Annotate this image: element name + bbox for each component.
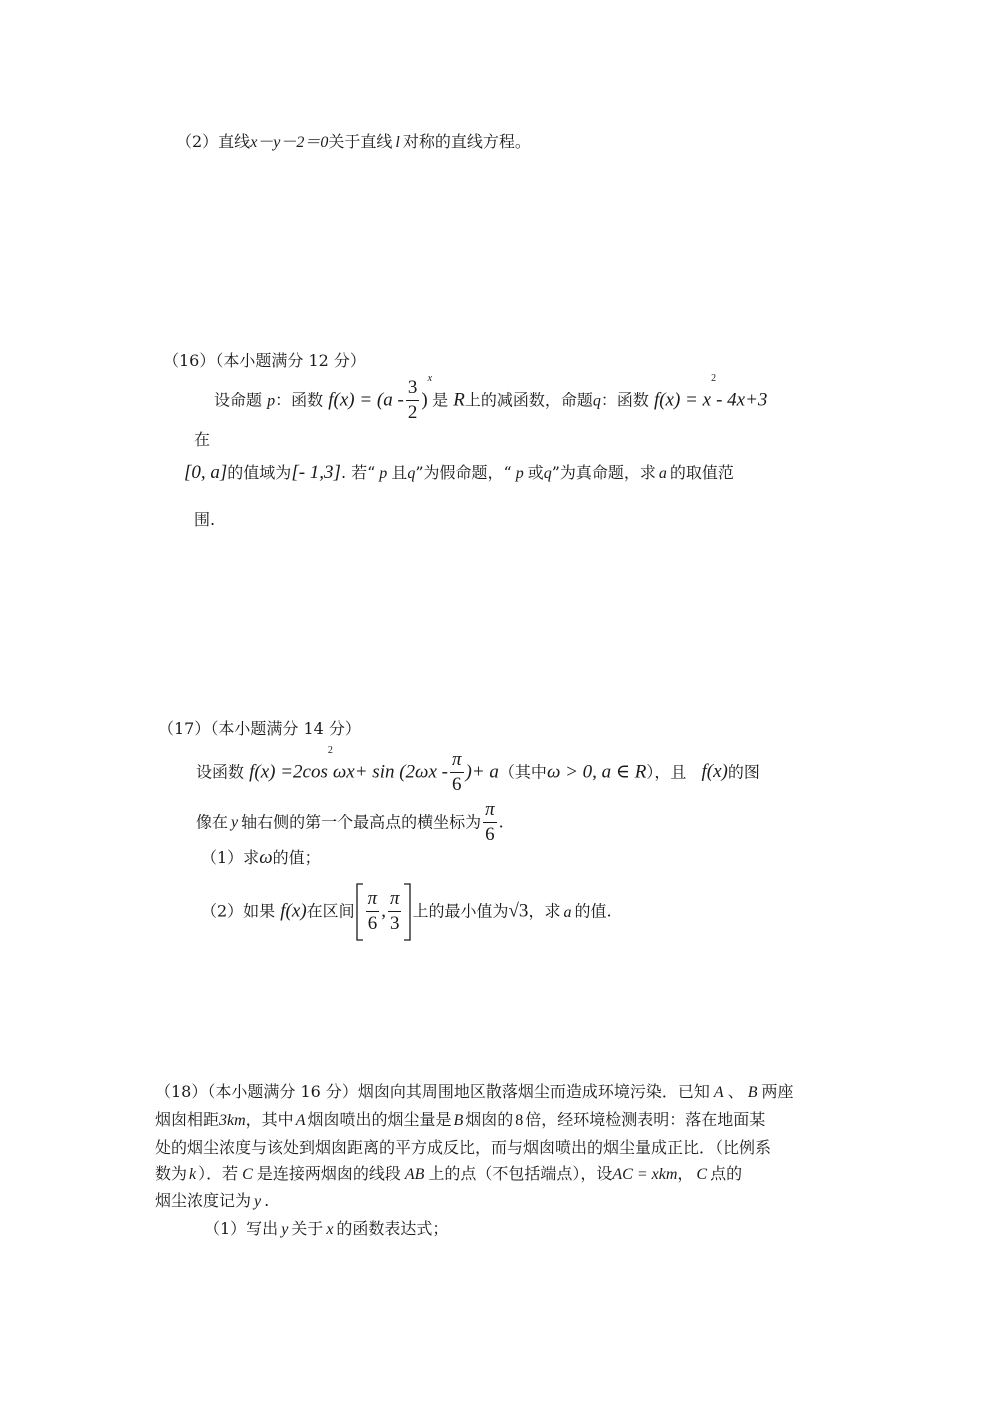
q16-func1-close: ) [421, 389, 428, 411]
q17-sub1-a: （1）求 [201, 848, 260, 867]
point-C: C [242, 1166, 253, 1183]
q17-line2 [196, 800, 504, 846]
q17-sub2-d: ，求 [528, 901, 561, 921]
omega: ω [259, 847, 273, 868]
left-bracket [355, 883, 364, 941]
q16-header: （16）（本小题满分 12 分） [163, 351, 366, 370]
point-A-2: A [295, 1112, 306, 1129]
q17-sub2-c: 上的最小值为 [412, 901, 509, 921]
q17-sub2 [201, 883, 612, 941]
frac-3: 3 [389, 913, 400, 934]
proposition-p-3: p [515, 465, 524, 482]
q17-sub2-e: 的值. [574, 901, 612, 921]
q16-line4: 围. [194, 510, 216, 529]
q17-sub2-a: （2）如果 [201, 901, 276, 921]
variable-a: a [658, 465, 667, 482]
exponent-x: x [427, 373, 433, 384]
fraction-pi-over-6-b [483, 800, 497, 846]
variable-y-2: y [281, 1221, 289, 1238]
frac-6-b: 6 [485, 823, 495, 845]
q16-text-range-of: 的取值范 [669, 463, 734, 482]
q18-sub1-b: 关于 [291, 1219, 324, 1238]
q18-sub1 [204, 1221, 448, 1238]
axis-y: y [231, 814, 239, 832]
fraction-pi-over-3 [388, 889, 402, 935]
frac-pi-b: π [483, 800, 497, 823]
proposition-q-2: q [407, 465, 416, 482]
q18-text-coef: 数为 [155, 1164, 188, 1183]
frac-pi-d: π [388, 889, 402, 912]
proposition-q: q [592, 392, 601, 410]
proposition-p-2: p [379, 465, 388, 482]
q17-text-c: 轴右侧的第一个最高点的横坐标为 [241, 812, 482, 832]
frac-num: 3 [406, 378, 420, 401]
q18-text-emit: 烟囱喷出的烟尘量是 [307, 1110, 452, 1129]
q16-line3 [184, 463, 734, 482]
line-equation: x－y－2＝0 [250, 134, 329, 151]
q17-text-where: （其中 [498, 762, 547, 782]
q16-line1 [214, 373, 768, 424]
q18-text-a: （18）（本小题满分 16 分）烟囱向其周围地区散落烟尘而造成环境污染．已知 [155, 1082, 710, 1101]
q15-part2-line [176, 134, 531, 151]
q16-func2-rest: - 4x+3 [716, 389, 768, 411]
sqrt-3: √3 [508, 900, 529, 922]
q17-text-graph: 的图 [727, 762, 760, 782]
bracket-comma: , [381, 900, 386, 922]
exponent-2-cos: 2 [327, 745, 333, 756]
proposition-p: p [267, 392, 276, 410]
q18-text-of: 烟囱的 [465, 1110, 514, 1129]
q17-func-lhs: f(x) =2cos [249, 761, 328, 783]
q16-text-b: ：函数 [275, 390, 324, 410]
frac-pi-c: π [366, 889, 380, 912]
q17-sub1-b: 的值； [272, 848, 321, 867]
q17-text-and: ），且 [646, 762, 687, 782]
q18-text-distance: 烟囱相距 [155, 1110, 220, 1129]
q18-text-detect: 倍，经环境检测表明：落在地面某 [525, 1110, 766, 1129]
q18-text-sep: 、 [727, 1082, 744, 1101]
q17-line1 [196, 745, 760, 796]
q16-text-and: 且 [391, 463, 408, 482]
q16-text-d: 上的减函数，命题 [464, 390, 593, 410]
q18-line1 [155, 1084, 794, 1101]
q15-text-mid: 关于直线 [328, 132, 393, 151]
factor-8: 8 [515, 1112, 524, 1129]
point-A: A [713, 1084, 724, 1101]
line-l: l [395, 134, 400, 151]
frac-pi: π [450, 750, 464, 773]
q18-text-point: 上的点（不包括端点），设 [428, 1164, 613, 1183]
q18-sub1-c: 的函数表达式； [336, 1219, 449, 1238]
q18-line2 [155, 1112, 765, 1129]
fraction-three-halves [406, 378, 420, 424]
q16-text-e: ：函数 [600, 390, 649, 410]
q16-text-false: ”为假命题，“ [415, 463, 512, 482]
fraction-pi-over-6-c [366, 889, 380, 935]
q17-condition: ω > 0, a ∈ R [546, 761, 647, 783]
q18-text-end: . [264, 1191, 270, 1210]
eq-AC-xkm: AC = xkm [612, 1166, 678, 1183]
q17-fx-2: f(x) [280, 900, 307, 922]
q18-line5 [155, 1193, 269, 1210]
q17-func-tail: )+ a [465, 761, 499, 783]
q17-text-period: . [498, 812, 504, 832]
q16-text-find: ”为真命题，求 [551, 463, 656, 482]
q18-text-denote: 烟尘浓度记为 [155, 1191, 252, 1210]
q18-line3: 处的烟尘浓度与该处到烟囱距离的平方成反比，而与烟囱喷出的烟尘量成正比．（比例系 [155, 1138, 772, 1157]
q15-text-tail: 对称的直线方程。 [402, 132, 531, 151]
q17-func-mid: ωx+ sin (2ωx - [332, 761, 448, 783]
q16-text-range: 的值域为 [227, 463, 292, 482]
exponent-2: 2 [711, 373, 717, 384]
frac-6-c: 6 [367, 913, 378, 934]
q17-header: （17）（本小题满分 14 分） [158, 719, 361, 738]
proposition-q-3: q [543, 465, 552, 482]
frac-den: 2 [407, 401, 418, 423]
q16-text-a: 设命题 [214, 390, 263, 410]
coef-k: k [189, 1166, 197, 1183]
q16-text-c: 是 [432, 390, 449, 410]
interval-neg1-3: [- 1,3] [291, 462, 341, 483]
q18-text-two: 两座 [761, 1082, 794, 1101]
q18-text-segment: 是连接两烟囱的线段 [256, 1164, 401, 1183]
q16-text-if: . 若“ [340, 463, 376, 482]
q15-part2-label: （2）直线 [176, 132, 251, 151]
q18-text-point-of: 点的 [710, 1164, 743, 1183]
segment-AB: AB [404, 1166, 425, 1183]
point-B-2: B [453, 1112, 464, 1129]
q16-line2: 在 [194, 430, 211, 449]
point-B: B [747, 1084, 758, 1101]
q18-text-if: ）．若 [198, 1164, 239, 1183]
q17-sub2-b: 在区间 [306, 901, 355, 921]
q16-func2: f(x) = x [653, 389, 712, 411]
q17-sub1 [201, 848, 321, 867]
q18-sub1-a: （1）写出 [204, 1219, 279, 1238]
q18-text-where: ，其中 [245, 1110, 294, 1129]
q16-text-or: 或 [527, 463, 544, 482]
q17-fx: f(x) [701, 761, 728, 783]
interval-0-a: [0, a] [184, 462, 228, 483]
variable-y: y [254, 1193, 262, 1210]
q18-text-comma: ， [677, 1164, 694, 1183]
q17-text-a: 设函数 [196, 762, 245, 782]
distance-3km: 3km [219, 1112, 246, 1129]
fraction-pi-over-6 [450, 750, 464, 796]
point-C-2: C [696, 1166, 708, 1183]
set-R: R [453, 389, 465, 411]
variable-a-2: a [563, 903, 572, 921]
q16-func1-lhs: f(x) = (a - [328, 389, 404, 411]
variable-x: x [326, 1221, 334, 1238]
frac-6: 6 [452, 773, 462, 795]
q17-text-b: 像在 [196, 812, 229, 832]
q18-line4 [155, 1166, 742, 1183]
